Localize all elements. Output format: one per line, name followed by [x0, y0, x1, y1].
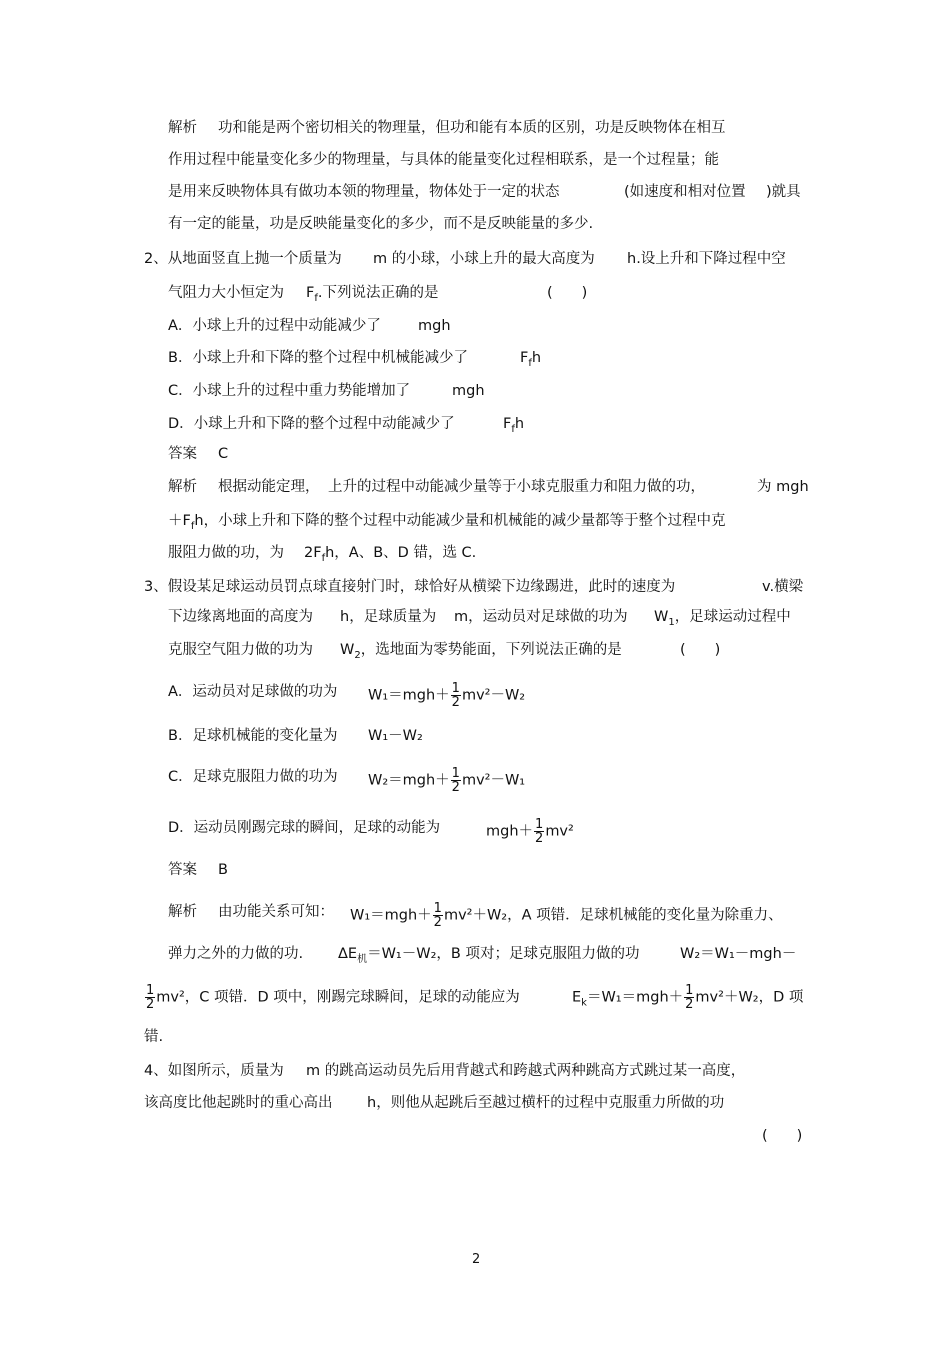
option-text: A．运动员对足球做的功为 — [168, 684, 338, 700]
formula-text: W — [654, 609, 669, 625]
question-text: 气阻力大小恒定为 — [168, 285, 284, 301]
formula: W₂＝W₁－mgh－ — [680, 946, 797, 962]
formula — [304, 543, 476, 569]
formula — [520, 348, 541, 374]
numerator: 1 — [535, 817, 544, 832]
analysis-text: ＝W₁－W₂，B 项对；足球克服阻力做的功 — [367, 946, 640, 962]
answer-label: 答案 — [168, 446, 197, 462]
formula-text: W₁＝mgh＋ — [350, 907, 432, 924]
formula — [338, 944, 639, 970]
question-text: h，则他从起跳后至越过横杆的过程中克服重力所做的功 — [367, 1095, 725, 1111]
q2-answer — [168, 444, 228, 464]
analysis-text: 为 mgh — [757, 479, 809, 495]
numerator: 1 — [451, 766, 460, 781]
question-text: ，选地面为零势能面，下列说法正确的是 — [360, 642, 622, 658]
formula: mgh — [452, 383, 485, 399]
answer-paren: ( ) — [680, 642, 721, 658]
q2-option-d — [168, 414, 525, 435]
formula-text: h — [514, 416, 525, 432]
question-number: 3、 — [144, 579, 168, 595]
formula — [654, 607, 791, 633]
analysis-text: 上升的过程中动能减少量等于小球克服重力和阻力做的功， — [328, 479, 705, 495]
formula-text: 2F — [304, 545, 322, 561]
formula — [368, 682, 525, 709]
question-text: 该高度比他起跳时的重心高出 — [144, 1095, 333, 1111]
q2-analysis-line-2 — [168, 511, 726, 537]
analysis-text: 根据动能定理， — [218, 479, 320, 495]
q3-analysis-line-4: 错. — [144, 1029, 164, 1045]
q3-line-1 — [144, 577, 804, 597]
formula-text: F — [306, 285, 315, 301]
analysis-text: h，A、B、D 错，选 C. — [325, 545, 477, 561]
formula-text: ΔE — [338, 946, 358, 962]
question-text: 如图所示，质量为 — [167, 1063, 284, 1079]
question-text: 下边缘离地面的高度为 — [168, 609, 313, 625]
formula-text: W₂＝mgh＋ — [368, 772, 450, 789]
option-text: B．足球机械能的变化量为 — [168, 728, 338, 744]
q2-analysis-line-1 — [168, 477, 809, 497]
q2-analysis-line-3 — [168, 543, 477, 564]
formula-text: W — [340, 642, 355, 658]
option-text: C．足球克服阻力做的功为 — [168, 769, 338, 785]
formula-text: mgh＋ — [486, 823, 534, 840]
numerator: 1 — [146, 983, 155, 998]
analysis-line-2: 作用过程中能量变化多少的物理量，与具体的能量变化过程相联系，是一个过程量；能 — [168, 152, 719, 168]
answer-paren: ( ) — [547, 285, 588, 301]
analysis-text: )就具 — [766, 184, 801, 200]
fraction — [145, 984, 155, 1011]
subscript: 1 — [668, 616, 675, 628]
question-text: 克服空气阻力做的功为 — [168, 642, 313, 658]
analysis-line-3 — [168, 182, 801, 202]
q3-option-c — [168, 766, 526, 795]
subscript: f — [190, 520, 195, 532]
answer-label: 答案 — [168, 862, 197, 878]
analysis-text: mv²＋W₂，D 项 — [695, 989, 804, 1006]
question-text: h，足球质量为 — [340, 609, 437, 625]
formula-text: mv² — [545, 823, 574, 840]
denominator: 2 — [451, 695, 460, 710]
fraction — [534, 818, 544, 845]
analysis-line-1 — [168, 118, 726, 138]
question-text: h.设上升和下降过程中空 — [627, 251, 786, 267]
option-text: C．小球上升的过程中重力势能增加了 — [168, 383, 411, 399]
denominator: 2 — [685, 997, 694, 1012]
question-number: 2、 — [144, 251, 168, 267]
option-text: B．小球上升和下降的整个过程中机械能减少了 — [168, 350, 468, 366]
analysis-text: 功和能是两个密切相关的物理量，但功和能有本质的区别，功是反映物体在相互 — [218, 120, 726, 136]
formula: W₁－W₂ — [368, 728, 423, 744]
formula — [350, 902, 783, 929]
fraction — [451, 767, 461, 794]
q3-analysis-line-1 — [168, 901, 783, 930]
formula: mgh — [418, 318, 451, 334]
q3-option-a — [168, 681, 526, 710]
denominator: 2 — [433, 915, 442, 930]
analysis-text: mv²，C 项错．D 项中，刚踢完球瞬间，足球的动能应为 — [156, 989, 520, 1006]
q2-option-a — [168, 316, 451, 336]
denominator: 2 — [146, 997, 155, 1012]
question-text: m，运动员对足球做的功为 — [454, 609, 628, 625]
page-number: 2 — [472, 1252, 481, 1267]
formula-text: h — [531, 350, 542, 366]
subscript: k — [581, 997, 587, 1009]
answer-value: B — [218, 862, 228, 878]
option-text: A．小球上升的过程中动能减少了 — [168, 318, 381, 334]
subscript: f — [511, 423, 515, 435]
formula-text: mv²－W₁ — [461, 772, 526, 789]
formula-text: F — [520, 350, 529, 366]
analysis-label: 解析 — [168, 904, 197, 920]
analysis-text: (如速度和相对位置 — [624, 184, 746, 200]
formula — [486, 818, 574, 845]
option-text: D．小球上升和下降的整个过程中动能减少了 — [168, 416, 455, 432]
subscript: f — [528, 357, 532, 369]
analysis-text: 是用来反映物体具有做功本领的物理量，物体处于一定的状态 — [168, 184, 560, 200]
question-text: m 的小球，小球上升的最大高度为 — [373, 251, 595, 267]
q2-line-1 — [144, 249, 786, 269]
formula-text: ＋F — [168, 513, 191, 529]
q2-option-c — [168, 381, 485, 401]
formula-text: W₁＝mgh＋ — [368, 687, 450, 704]
formula-text: E — [572, 989, 582, 1006]
q4-line-2 — [144, 1093, 725, 1113]
answer-value: C — [218, 446, 229, 462]
formula — [340, 640, 622, 666]
analysis-line-4: 有一定的能量，功是反映能量变化的多少，而不是反映能量的多少. — [168, 216, 594, 232]
fraction — [684, 984, 694, 1011]
analysis-label: 解析 — [168, 479, 197, 495]
q4-line-1 — [144, 1061, 746, 1081]
question-text: .下列说法正确的是 — [317, 285, 439, 301]
question-text: ，足球运动过程中 — [674, 609, 791, 625]
subscript: f — [314, 292, 318, 304]
formula-text: F — [503, 416, 512, 432]
formula-text: ＝W₁＝mgh＋ — [586, 989, 684, 1006]
q3-line-2 — [168, 607, 791, 628]
q3-option-b — [168, 726, 423, 746]
question-text: 从地面竖直上抛一个质量为 — [167, 251, 342, 267]
formula — [368, 767, 525, 794]
analysis-text: 服阻力做的功，为 — [168, 545, 284, 561]
formula — [306, 283, 438, 309]
subscript: 2 — [354, 649, 361, 661]
formula — [503, 414, 524, 440]
question-text: v.横梁 — [762, 579, 804, 595]
q2-option-b — [168, 348, 542, 369]
analysis-text: 由功能关系可知： — [218, 904, 334, 920]
answer-paren: ( ) — [762, 1128, 803, 1144]
q3-answer — [168, 860, 228, 880]
q3-option-d — [168, 817, 574, 846]
formula — [572, 984, 803, 1013]
fraction — [433, 902, 443, 929]
denominator: 2 — [451, 780, 460, 795]
question-text: 假设某足球运动员罚点球直接射门时，球恰好从横梁下边缘踢进，此时的速度为 — [167, 579, 676, 595]
option-text: D．运动员刚踢完球的瞬间，足球的动能为 — [168, 820, 441, 836]
fraction — [451, 682, 461, 709]
numerator: 1 — [685, 983, 694, 998]
analysis-text: 弹力之外的力做的功. — [168, 946, 304, 962]
analysis-text: mv²＋W₂，A 项错．足球机械能的变化量为除重力、 — [443, 907, 783, 924]
subscript: 机 — [357, 953, 368, 965]
analysis-text: h，小球上升和下降的整个过程中动能减少量和机械能的减少量都等于整个过程中克 — [194, 513, 726, 529]
denominator: 2 — [535, 831, 544, 846]
formula-text: mv²－W₂ — [461, 687, 526, 704]
numerator: 1 — [451, 681, 460, 696]
q3-line-3 — [168, 640, 721, 661]
question-number: 4、 — [144, 1063, 168, 1079]
subscript: f — [321, 552, 326, 564]
numerator: 1 — [433, 901, 442, 916]
q2-line-2 — [168, 283, 588, 304]
analysis-label: 解析 — [168, 120, 197, 136]
question-text: m 的跳高运动员先后用背越式和跨越式两种跳高方式跳过某一高度， — [306, 1063, 746, 1079]
q3-analysis-line-3 — [144, 983, 804, 1012]
